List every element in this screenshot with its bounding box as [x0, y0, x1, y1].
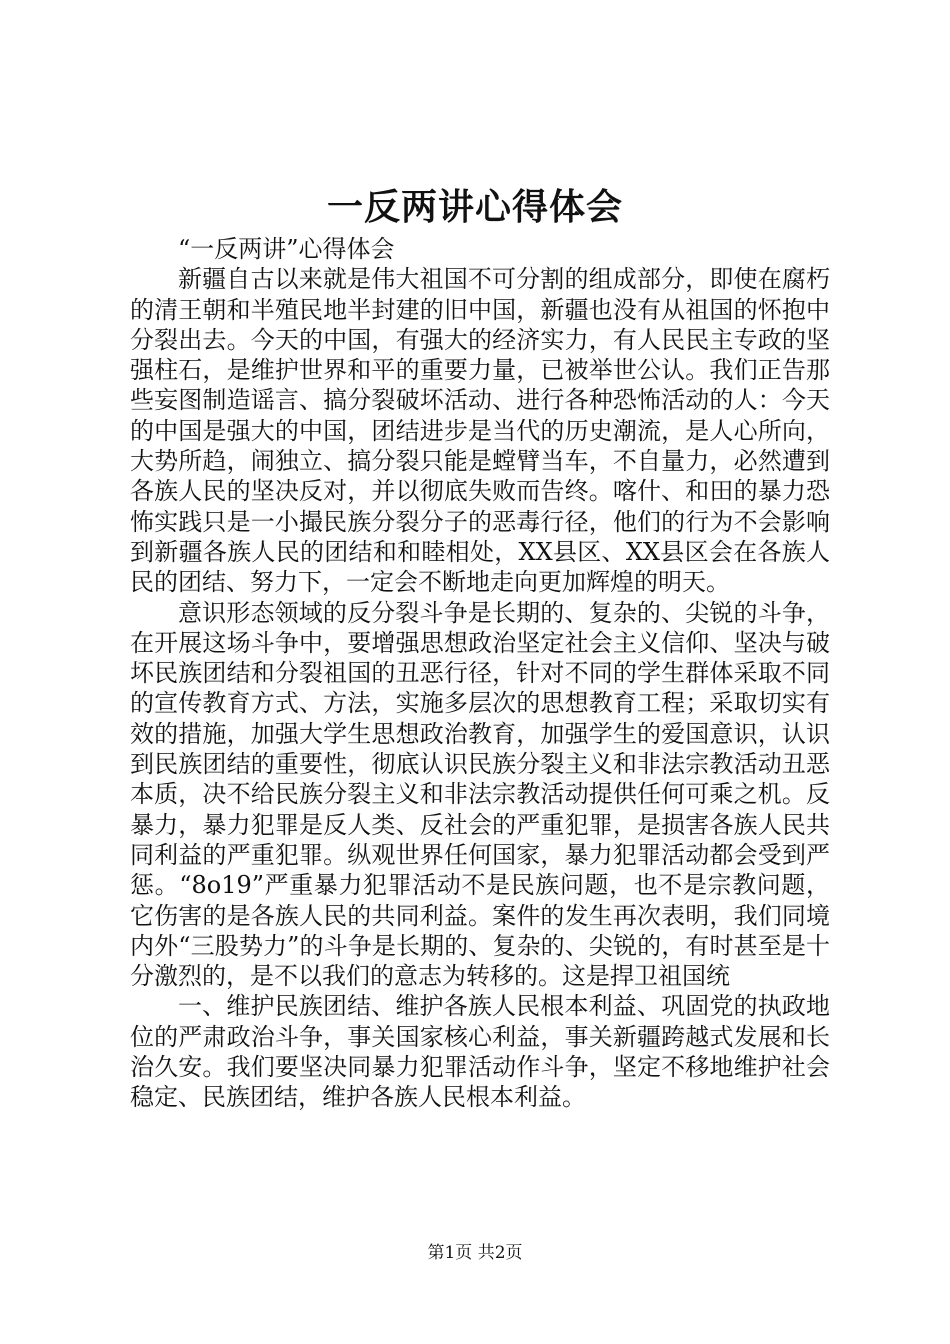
document-title: 一反两讲心得体会 [326, 186, 623, 228]
paragraph-2: 意识形态领域的反分裂斗争是长期的、复杂的、尖锐的斗争，在开展这场斗争中，要增强思想政治坚定社会主义信仰、坚决与破坏民族团结和分裂祖国的丑恶行径，针对不同的学生群体采取不同的宣传教育方式、方法，实施多层次的思想教育工程；采取切实有效的措施，加强大学生思想政治教育，加强学生的爱国意识，认识到民族团结的重要性，彻底认识民族分裂主义和非法宗教活动丑恶本质，决不给民族分裂主义和非法宗教活动提供任何可乘之机。反暴力，暴力犯罪是反人类、反社会的严重犯罪，是损害各族人民共同利益的严重犯罪。纵观世界任何国家，暴力犯罪活动都会受到严惩。“8o19”严重暴力犯罪活动不是民族问题，也不是宗教问题，它伤害的是各族人民的共同利益。案件的发生再次表明，我们同境内外“三股势力”的斗争是长期的、复杂的、尖锐的，有时甚至是十分激烈的，是不以我们的意志为转移的。这是捍卫祖国统 [130, 598, 830, 991]
paragraph-1: 新疆自古以来就是伟大祖国不可分割的组成部分，即使在腐朽的清王朝和半殖民地半封建的旧中国，新疆也没有从祖国的怀抱中分裂出去。今天的中国，有强大的经济实力，有人民民主专政的坚强柱石，是维护世界和平的重要力量，已被举世公认。我们正告那些妄图制造谣言、搞分裂破坏活动、进行各种恐怖活动的人：今天的中国是强大的中国，团结进步是当代的历史潮流，是人心所向，大势所趋，闹独立、搞分裂只能是螳臂当车，不自量力，必然遭到各族人民的坚决反对，并以彻底失败而告终。喀什、和田的暴力恐怖实践只是一小撮民族分裂分子的恶毒行径，他们的行为不会影响到新疆各族人民的团结和和睦相处，XX县区、XX县区会在各族人民的团结、努力下，一定会不断地走向更加辉煌的明天。 [130, 265, 830, 597]
document-body [130, 234, 830, 1113]
page-number-footer: 第1页 共2页 [427, 1243, 523, 1263]
document-subtitle: “一反两讲”心得体会 [178, 235, 395, 263]
paragraph-3: 一、维护民族团结、维护各族人民根本利益、巩固党的执政地位的严肃政治斗争，事关国家核心利益，事关新疆跨越式发展和长治久安。我们要坚决同暴力犯罪活动作斗争，坚定不移地维护社会稳定、民族团结，维护各族人民根本利益。 [130, 992, 830, 1112]
